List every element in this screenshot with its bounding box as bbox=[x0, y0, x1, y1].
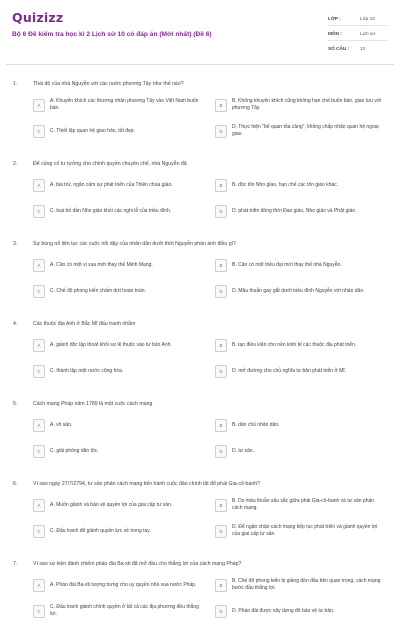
question-item bbox=[0, 554, 400, 634]
meta-label: MÔN : bbox=[328, 30, 342, 36]
question-text: Các thuộc địa Anh ở Bắc Mĩ đấu tranh nhằm bbox=[33, 321, 136, 327]
meta-row bbox=[328, 11, 388, 26]
answer-letter-box[interactable]: C bbox=[33, 285, 45, 298]
answer-option[interactable] bbox=[215, 576, 383, 594]
answer-text: D. Pháo đài được xây dựng để bảo vệ tư bản. bbox=[232, 607, 335, 614]
answer-option[interactable] bbox=[215, 256, 383, 274]
answer-letter-box[interactable]: A bbox=[33, 259, 45, 272]
question-number: 7. bbox=[13, 561, 18, 567]
answer-option[interactable] bbox=[215, 602, 383, 620]
answer-option[interactable] bbox=[215, 202, 383, 220]
answer-option[interactable] bbox=[215, 122, 383, 140]
meta-label: SỐ CÂU : bbox=[328, 46, 350, 51]
question-item bbox=[0, 74, 400, 154]
document-title: Bộ 6 Đề kiểm tra học kì 2 Lịch sử 10 có đáp án (Mới nhất) (Đề 6) bbox=[12, 31, 212, 38]
answer-letter-box[interactable]: A bbox=[33, 419, 45, 432]
answer-option[interactable] bbox=[33, 336, 201, 354]
answer-letter-box[interactable]: A bbox=[33, 339, 45, 352]
answer-letter-box[interactable]: C bbox=[33, 445, 45, 458]
question-item bbox=[0, 474, 400, 554]
answer-text: D. Để ngăn chặn cách mạng tiếp tục phát triển và giành quyền lợi của giai cấp tư sản. bbox=[232, 524, 378, 537]
question-number: 1. bbox=[13, 81, 18, 87]
answer-text: B. Do mâu thuẫn sâu sắc giữa phái Gia-cô-banh và tư sản phản cách mạng. bbox=[232, 498, 375, 511]
answer-letter-box[interactable]: D bbox=[215, 205, 227, 218]
answer-letter-box[interactable]: A bbox=[33, 499, 45, 512]
answer-option[interactable] bbox=[33, 96, 201, 114]
meta-label: LỚP : bbox=[328, 15, 341, 21]
answer-text: C. loại bỏ dần Nho giáo khỏi các nghi lễ của triều đình. bbox=[50, 207, 172, 214]
answer-text: B. Chế độ phong kiến bị giáng đòn đầu tiên quan trọng, cách mạng bước đầu thắng lợi. bbox=[232, 578, 381, 591]
answer-option[interactable] bbox=[33, 522, 201, 540]
answer-letter-box[interactable]: B bbox=[215, 419, 227, 432]
question-number: 5. bbox=[13, 401, 18, 407]
answer-text: D. Thực hiện "bế quan tỏa cảng", không chấp nhận quan hệ ngoại giao. bbox=[232, 124, 379, 137]
question-text: Vì sao sự kiện đánh chiếm pháo đài Ba-xti đã mở đầu cho thắng lợi của cách mạng Pháp? bbox=[33, 561, 242, 567]
answer-option[interactable] bbox=[33, 496, 201, 514]
answer-option[interactable] bbox=[215, 442, 383, 460]
question-list bbox=[0, 74, 400, 634]
answer-option[interactable] bbox=[33, 576, 201, 594]
answer-option[interactable] bbox=[33, 176, 201, 194]
answer-text: A. Căn có một vị vua mới thay thế Minh Mạng. bbox=[50, 261, 153, 268]
answer-text: D. mở đường cho chủ nghĩa tư bản phát triển ở Mĩ. bbox=[232, 367, 347, 374]
answer-text: A. giành độc lập thoát khỏi sự lệ thuộc vào tư bản Anh. bbox=[50, 341, 172, 348]
answer-option[interactable] bbox=[215, 336, 383, 354]
answer-option[interactable] bbox=[215, 362, 383, 380]
answer-letter-box[interactable]: D bbox=[215, 605, 227, 618]
answer-text: C. Chế độ phong kiến chấm dứt hoàn toàn. bbox=[50, 287, 146, 294]
answer-letter-box[interactable]: C bbox=[33, 525, 45, 538]
meta-value: Lịch sử bbox=[360, 30, 376, 36]
answer-text: A. Muốn giành và bảo vệ quyền lợi của giai cấp tư sản. bbox=[50, 501, 173, 508]
answer-letter-box[interactable]: D bbox=[215, 365, 227, 378]
question-number: 6. bbox=[13, 481, 18, 487]
meta-row bbox=[328, 41, 388, 56]
answer-letter-box[interactable]: B bbox=[215, 259, 227, 272]
answer-option[interactable] bbox=[33, 202, 201, 220]
answer-letter-box[interactable]: B bbox=[215, 179, 227, 192]
answer-text: C. Đấu tranh để giành quyền lực về trong tay. bbox=[50, 527, 151, 534]
answer-letter-box[interactable]: B bbox=[215, 499, 227, 512]
meta-value: Lớp 10 bbox=[360, 15, 375, 21]
question-number: 4. bbox=[13, 321, 18, 327]
answer-letter-box[interactable]: D bbox=[215, 285, 227, 298]
quizizz-logo[interactable]: Quizizz bbox=[12, 10, 64, 25]
answer-text: C. thành lập một nước cộng hòa. bbox=[50, 367, 124, 374]
answer-letter-box[interactable]: A bbox=[33, 179, 45, 192]
answer-option[interactable] bbox=[215, 96, 383, 114]
answer-text: D. tư sản. bbox=[232, 447, 254, 454]
meta-value: 10 bbox=[360, 46, 366, 51]
answer-text: D. phát triển đồng thời Đạo giáo, Nho giáo và Phật giáo. bbox=[232, 207, 357, 214]
meta-row bbox=[328, 26, 388, 41]
answer-option[interactable] bbox=[215, 522, 383, 540]
answer-text: B. tạo điều kiện cho nền kinh tế các thuộc địa phát triển. bbox=[232, 341, 357, 348]
answer-letter-box[interactable]: B bbox=[215, 99, 227, 112]
answer-letter-box[interactable]: D bbox=[215, 125, 227, 138]
question-text: Thái độ của nhà Nguyễn với các nước phương Tây như thế nào? bbox=[33, 81, 184, 87]
answer-letter-box[interactable]: C bbox=[33, 365, 45, 378]
question-text: Sự bùng nổ liên tục các cuộc nổi dậy của nhân dân dưới thời Nguyễn phản ánh điều gì? bbox=[33, 241, 236, 247]
answer-option[interactable] bbox=[215, 496, 383, 514]
question-item bbox=[0, 234, 400, 314]
question-item bbox=[0, 394, 400, 474]
answer-option[interactable] bbox=[33, 362, 201, 380]
question-number: 2. bbox=[13, 161, 18, 167]
meta-info bbox=[328, 11, 388, 56]
answer-option[interactable] bbox=[215, 416, 383, 434]
answer-letter-box[interactable]: A bbox=[33, 579, 45, 592]
answer-letter-box[interactable]: C bbox=[33, 125, 45, 138]
header-divider bbox=[6, 64, 394, 65]
answer-option[interactable] bbox=[215, 282, 383, 300]
answer-option[interactable] bbox=[33, 122, 201, 140]
answer-text: B. Căn có một triều đại mới thay thế nhà Nguyễn. bbox=[232, 261, 342, 268]
answer-text: A. vô sản. bbox=[50, 421, 73, 428]
answer-letter-box[interactable]: D bbox=[215, 445, 227, 458]
answer-text: A. bài trừ, ngăn cấm sự phát triển của Thiên chúa giáo. bbox=[50, 181, 173, 188]
answer-letter-box[interactable]: C bbox=[33, 605, 45, 618]
question-text: Cách mạng Pháp năm 1789 là một cuộc cách mạng bbox=[33, 401, 153, 407]
answer-text: B. Không khuyến khích cũng không hạn chế buôn bán, giao lưu với phương Tây. bbox=[232, 98, 382, 111]
answer-text: C. Đấu tranh giành chính quyền ở tất cả các địa phương đều thắng lợi. bbox=[50, 604, 199, 617]
answer-option[interactable] bbox=[33, 256, 201, 274]
answer-text: B. dân chủ nhân dân. bbox=[232, 421, 280, 428]
answer-letter-box[interactable]: B bbox=[215, 339, 227, 352]
answer-letter-box[interactable]: A bbox=[33, 99, 45, 112]
answer-letter-box[interactable]: C bbox=[33, 205, 45, 218]
question-text: Để củng cố tư tưởng cho chính quyền chuyên chế, nhà Nguyễn đã bbox=[33, 161, 187, 167]
question-item bbox=[0, 154, 400, 234]
answer-option[interactable] bbox=[33, 442, 201, 460]
answer-text: D. Mâu thuẫn gay gắt dưới triều đình Nguyễn với nhân dân. bbox=[232, 287, 365, 294]
answer-letter-box[interactable]: B bbox=[215, 579, 227, 592]
answer-option[interactable] bbox=[215, 176, 383, 194]
answer-option[interactable] bbox=[33, 416, 201, 434]
answer-option[interactable] bbox=[33, 282, 201, 300]
answer-text: B. độc tôn Nho giáo, hạn chế các tôn giáo khác. bbox=[232, 181, 339, 188]
answer-letter-box[interactable]: D bbox=[215, 525, 227, 538]
question-number: 3. bbox=[13, 241, 18, 247]
answer-option[interactable] bbox=[33, 602, 201, 620]
answer-text: A. Pháo đài Ba-xti tượng trưng cho uy quyền nhà vua nước Pháp. bbox=[50, 581, 197, 588]
answer-text: C. Thiết lập quan hệ giao hảo, tốt đẹp. bbox=[50, 127, 135, 134]
answer-text: A. Khuyến khích các thương nhân phương Tây vào Việt Nam buôn bán. bbox=[50, 98, 199, 111]
question-text: Vì sao ngày 27/7/2794, tư sản phản cách mạng tiến hành cuộc đảo chính lật đổ phái Gia-cô-banh? bbox=[33, 481, 260, 487]
answer-text: C. giải phóng dân tộc. bbox=[50, 447, 99, 454]
header bbox=[0, 0, 400, 64]
question-item bbox=[0, 314, 400, 394]
